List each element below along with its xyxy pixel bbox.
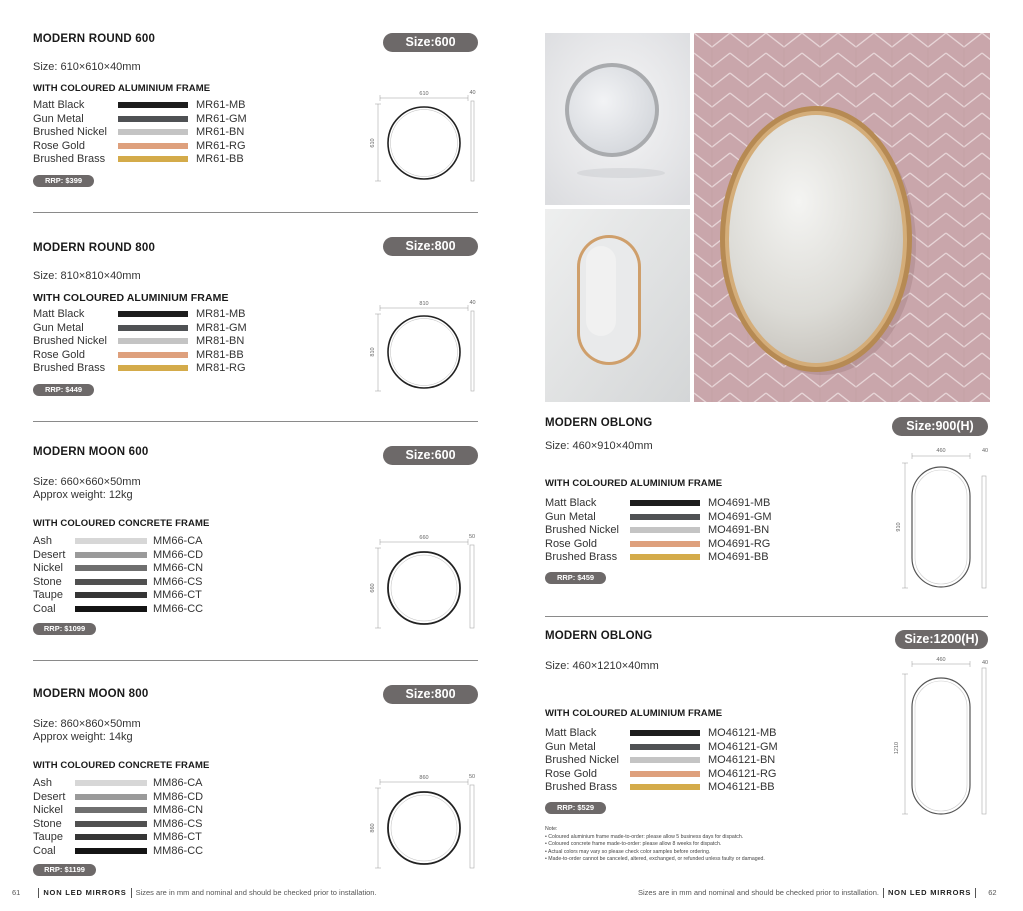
finish-row bbox=[33, 831, 233, 845]
finish-name: Rose Gold bbox=[33, 139, 85, 152]
finish-swatch bbox=[75, 807, 147, 813]
footer-disclaimer: Sizes are in mm and nominal and should be checked prior to installation. bbox=[638, 888, 879, 897]
note-item: • Made-to-order cannot be canceled, altered, exchanged, or refunded unless faulty or damaged. bbox=[545, 856, 845, 864]
finish-code: MM86-CA bbox=[153, 777, 203, 789]
finish-swatch bbox=[75, 848, 147, 854]
diagram-depth-label: 40 bbox=[469, 90, 476, 96]
finish-name: Gun Metal bbox=[545, 510, 596, 523]
finish-name: Matt Black bbox=[33, 308, 85, 320]
round-mirror-diagram bbox=[368, 296, 486, 392]
rrp-badge: RRP: $459 bbox=[545, 572, 606, 584]
finish-name: Ash bbox=[33, 535, 52, 547]
rrp-badge: RRP: $529 bbox=[545, 802, 606, 814]
diagram-width-label: 810 bbox=[419, 301, 429, 307]
finish-row bbox=[33, 349, 263, 363]
frame-label: WITH COLOURED ALUMINIUM FRAME bbox=[33, 292, 229, 304]
finish-row bbox=[33, 777, 233, 791]
finish-row bbox=[33, 603, 233, 617]
finish-row bbox=[33, 153, 263, 167]
section-divider bbox=[545, 616, 988, 617]
finish-code: MR81-GM bbox=[196, 321, 247, 334]
size-spec: Size: 810×810×40mm bbox=[33, 270, 141, 282]
finish-code: MO4691-MB bbox=[708, 497, 771, 509]
footer-section: NON LED MIRRORS bbox=[43, 888, 127, 897]
finish-swatch bbox=[75, 794, 147, 800]
finish-name: Rose Gold bbox=[33, 348, 85, 361]
finish-swatch bbox=[118, 325, 188, 331]
finish-code: MO46121-BB bbox=[708, 781, 775, 794]
finish-name: Coal bbox=[33, 845, 56, 857]
moon-mirror-diagram bbox=[368, 530, 486, 630]
page-footer-right bbox=[638, 887, 997, 899]
diagram-depth-label: 50 bbox=[468, 534, 476, 540]
finish-code: MR81-MB bbox=[196, 308, 246, 320]
rrp-badge: RRP: $399 bbox=[33, 175, 94, 187]
page-number: 61 bbox=[12, 888, 21, 897]
weight-spec: Approx weight: 12kg bbox=[33, 489, 133, 501]
product-title: MODERN ROUND 600 bbox=[33, 33, 156, 45]
finish-code: MR81-BB bbox=[196, 348, 244, 361]
finish-swatch bbox=[75, 606, 147, 612]
footer-disclaimer: Sizes are in mm and nominal and should be checked prior to installation. bbox=[135, 888, 377, 897]
note-item: • Actual colors may vary so please check color samples before ordering. bbox=[545, 849, 845, 857]
finish-name: Matt Black bbox=[545, 497, 597, 509]
finish-name: Brushed Brass bbox=[33, 153, 106, 166]
finish-row bbox=[33, 140, 263, 154]
note-heading: Note: bbox=[545, 826, 558, 832]
finish-code: MO4691-RG bbox=[708, 537, 771, 550]
finish-row bbox=[545, 524, 805, 538]
finish-name: Gun Metal bbox=[33, 321, 84, 334]
product-title: MODERN MOON 600 bbox=[33, 446, 149, 458]
finish-row bbox=[33, 589, 233, 603]
diagram-width-label: 660 bbox=[419, 535, 429, 541]
finish-swatch bbox=[630, 784, 700, 790]
finish-code: MR61-RG bbox=[196, 139, 246, 152]
product-title: MODERN ROUND 800 bbox=[33, 242, 156, 254]
finish-swatch bbox=[630, 500, 700, 506]
finish-name: Brushed Nickel bbox=[33, 126, 107, 139]
finish-row bbox=[545, 768, 805, 782]
finish-row bbox=[33, 804, 233, 818]
finish-code: MR81-RG bbox=[196, 362, 246, 375]
finish-code: MM86-CS bbox=[153, 817, 203, 830]
section-divider bbox=[33, 421, 478, 422]
section-divider bbox=[33, 212, 478, 213]
finish-code: MM66-CD bbox=[153, 548, 204, 561]
finish-code: MO46121-GM bbox=[708, 740, 778, 753]
finish-name: Brushed Nickel bbox=[545, 524, 619, 537]
finish-name: Stone bbox=[33, 575, 62, 588]
finish-row bbox=[33, 576, 233, 590]
finish-name: Taupe bbox=[33, 831, 63, 844]
finish-row bbox=[33, 535, 233, 549]
finish-swatch bbox=[118, 129, 188, 135]
finish-row bbox=[33, 322, 263, 336]
size-badge: Size:600 bbox=[383, 33, 478, 52]
finish-code: MO4691-BN bbox=[708, 524, 770, 537]
diagram-height-label: 810 bbox=[370, 347, 376, 357]
diagram-height-label: 610 bbox=[370, 138, 376, 148]
finish-swatch bbox=[75, 780, 147, 786]
diagram-height-label: 660 bbox=[370, 583, 376, 593]
finish-name: Brushed Brass bbox=[33, 362, 106, 375]
finish-row bbox=[545, 727, 805, 741]
finish-code: MM86-CC bbox=[153, 845, 204, 857]
finish-name: Coal bbox=[33, 603, 56, 615]
finish-swatch bbox=[118, 311, 188, 317]
note-item: • Coloured aluminium frame made-to-order: please allow 5 business days for dispatch. bbox=[545, 834, 845, 842]
finish-swatch bbox=[630, 744, 700, 750]
frame-label: WITH COLOURED ALUMINIUM FRAME bbox=[33, 83, 211, 94]
finish-code: MM66-CN bbox=[153, 562, 204, 575]
finish-row bbox=[545, 741, 805, 755]
finish-swatch bbox=[118, 143, 188, 149]
size-spec: Size: 660×660×50mm bbox=[33, 476, 141, 488]
finish-row bbox=[545, 551, 805, 565]
size-badge: Size:600 bbox=[383, 446, 478, 465]
finish-swatch bbox=[118, 102, 188, 108]
finish-name: Gun Metal bbox=[545, 740, 596, 753]
finish-name: Nickel bbox=[33, 562, 63, 575]
product-title: MODERN MOON 800 bbox=[33, 688, 149, 700]
finish-swatch bbox=[75, 538, 147, 544]
finish-swatch bbox=[630, 541, 700, 547]
diagram-width-label: 460 bbox=[936, 657, 946, 663]
finish-code: MM66-CC bbox=[153, 603, 204, 615]
note-item: • Coloured concrete frame made-to-order: please allow 8 weeks for dispatch. bbox=[545, 841, 845, 849]
finish-name: Nickel bbox=[33, 804, 63, 817]
oblong-mirror-diagram bbox=[890, 443, 990, 593]
diagram-width-label: 610 bbox=[419, 91, 429, 97]
size-badge: Size:800 bbox=[383, 237, 478, 256]
diagram-depth-label: 40 bbox=[981, 660, 989, 666]
finish-row bbox=[545, 497, 805, 511]
finish-code: MO4691-GM bbox=[708, 510, 772, 523]
finish-swatch bbox=[630, 730, 700, 736]
rrp-badge: RRP: $1099 bbox=[33, 623, 96, 635]
finish-row bbox=[33, 549, 233, 563]
finish-row bbox=[33, 818, 233, 832]
rrp-badge: RRP: $449 bbox=[33, 384, 94, 396]
ordering-note bbox=[545, 826, 845, 864]
finish-name: Rose Gold bbox=[545, 767, 597, 780]
finish-name: Ash bbox=[33, 777, 52, 789]
frame-label: WITH COLOURED ALUMINIUM FRAME bbox=[545, 478, 723, 489]
finish-swatch bbox=[630, 757, 700, 763]
diagram-width-label: 460 bbox=[936, 448, 946, 454]
finish-swatch bbox=[75, 565, 147, 571]
finish-code: MM86-CD bbox=[153, 790, 204, 803]
finish-row bbox=[33, 845, 233, 859]
finish-name: Brushed Nickel bbox=[545, 754, 619, 767]
finish-row bbox=[33, 562, 233, 576]
finish-swatch bbox=[630, 527, 700, 533]
size-badge: Size:800 bbox=[383, 685, 478, 704]
finish-code: MO46121-MB bbox=[708, 727, 777, 739]
finish-swatch bbox=[75, 552, 147, 558]
finish-row bbox=[33, 99, 263, 113]
finish-code: MR61-MB bbox=[196, 99, 246, 111]
footer-section: NON LED MIRRORS bbox=[887, 888, 972, 897]
diagram-height-label: 910 bbox=[896, 522, 902, 532]
oblong-mirror-photo bbox=[545, 209, 690, 402]
finish-swatch bbox=[118, 365, 188, 371]
page-footer-left bbox=[12, 887, 377, 899]
product-title: MODERN OBLONG bbox=[545, 630, 653, 642]
finish-name: Stone bbox=[33, 817, 62, 830]
finish-name: Desert bbox=[33, 548, 66, 561]
finish-code: MR61-GM bbox=[196, 112, 247, 125]
size-spec: Size: 610×610×40mm bbox=[33, 61, 141, 73]
finish-swatch bbox=[75, 834, 147, 840]
finish-name: Gun Metal bbox=[33, 112, 84, 125]
diagram-height-label: 1210 bbox=[894, 741, 900, 755]
round-mirror-photo bbox=[545, 33, 690, 205]
product-title: MODERN OBLONG bbox=[545, 417, 653, 429]
finish-row bbox=[545, 781, 805, 795]
finish-swatch bbox=[118, 156, 188, 162]
lifestyle-photo-pink-tiles bbox=[694, 33, 990, 402]
page-number: 62 bbox=[988, 888, 997, 897]
finish-swatch bbox=[118, 352, 188, 358]
finish-swatch bbox=[630, 554, 700, 560]
weight-spec: Approx weight: 14kg bbox=[33, 731, 133, 743]
size-spec: Size: 460×1210×40mm bbox=[545, 660, 659, 672]
finish-name: Matt Black bbox=[545, 727, 597, 739]
diagram-depth-label: 40 bbox=[981, 448, 989, 454]
moon-mirror-diagram bbox=[368, 770, 486, 870]
diagram-depth-label: 50 bbox=[468, 774, 476, 780]
finish-code: MM86-CN bbox=[153, 804, 204, 817]
oblong-mirror-diagram bbox=[890, 656, 990, 816]
finish-name: Taupe bbox=[33, 589, 63, 602]
finish-code: MM66-CA bbox=[153, 535, 203, 547]
finish-code: MR61-BB bbox=[196, 153, 244, 166]
finish-row bbox=[33, 126, 263, 140]
finish-row bbox=[33, 362, 263, 376]
finish-row bbox=[33, 335, 263, 349]
finish-row bbox=[33, 113, 263, 127]
finish-name: Matt Black bbox=[33, 99, 85, 111]
finish-row bbox=[545, 538, 805, 552]
size-spec: Size: 860×860×50mm bbox=[33, 718, 141, 730]
finish-swatch bbox=[630, 771, 700, 777]
size-badge: Size:900(H) bbox=[892, 417, 988, 436]
finish-code: MO46121-BN bbox=[708, 754, 776, 767]
finish-swatch bbox=[75, 592, 147, 598]
section-divider bbox=[33, 660, 478, 661]
size-badge: Size:1200(H) bbox=[895, 630, 988, 649]
diagram-height-label: 860 bbox=[370, 823, 376, 833]
finish-code: MR81-BN bbox=[196, 335, 245, 348]
finish-name: Brushed Brass bbox=[545, 551, 618, 564]
finish-swatch bbox=[118, 338, 188, 344]
finish-row bbox=[545, 511, 805, 525]
finish-name: Desert bbox=[33, 790, 66, 803]
finish-row bbox=[33, 308, 263, 322]
finish-code: MM66-CT bbox=[153, 589, 202, 602]
rrp-badge: RRP: $1199 bbox=[33, 864, 96, 876]
finish-code: MO46121-RG bbox=[708, 767, 777, 780]
finish-code: MM66-CS bbox=[153, 575, 203, 588]
finish-code: MO4691-BB bbox=[708, 551, 769, 564]
finish-row bbox=[33, 791, 233, 805]
diagram-width-label: 860 bbox=[419, 775, 429, 781]
finish-code: MM86-CT bbox=[153, 831, 202, 844]
finish-row bbox=[545, 754, 805, 768]
finish-name: Rose Gold bbox=[545, 537, 597, 550]
finish-swatch bbox=[75, 821, 147, 827]
finish-swatch bbox=[75, 579, 147, 585]
finish-name: Brushed Brass bbox=[545, 781, 618, 794]
diagram-depth-label: 40 bbox=[469, 300, 476, 306]
finish-swatch bbox=[118, 116, 188, 122]
size-spec: Size: 460×910×40mm bbox=[545, 440, 653, 452]
frame-label: WITH COLOURED CONCRETE FRAME bbox=[33, 518, 210, 529]
finish-swatch bbox=[630, 514, 700, 520]
finish-name: Brushed Nickel bbox=[33, 335, 107, 348]
finish-code: MR61-BN bbox=[196, 126, 245, 139]
round-mirror-diagram bbox=[368, 86, 486, 182]
frame-label: WITH COLOURED CONCRETE FRAME bbox=[33, 760, 210, 771]
frame-label: WITH COLOURED ALUMINIUM FRAME bbox=[545, 708, 723, 719]
